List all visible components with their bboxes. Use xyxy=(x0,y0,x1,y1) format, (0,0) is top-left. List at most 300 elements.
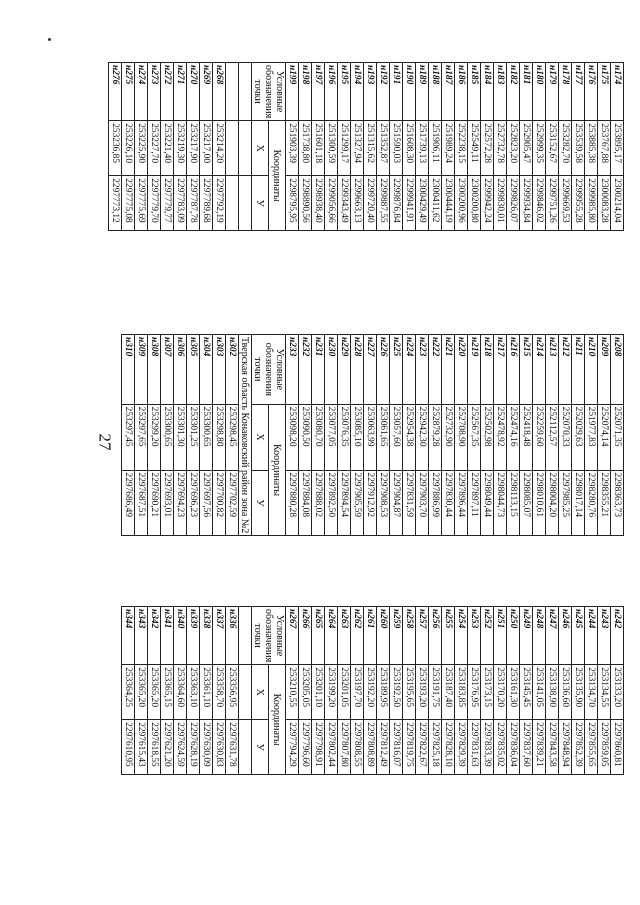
blank-cell xyxy=(226,63,239,121)
table-row xyxy=(559,607,572,775)
coord-y: 2297696,23 xyxy=(187,470,200,536)
coord-y: 2297894,54 xyxy=(338,470,351,536)
coord-x: 253173,15 xyxy=(481,665,494,720)
point-id: н269 xyxy=(200,63,213,121)
table-row xyxy=(135,63,148,231)
table-row xyxy=(546,63,559,231)
table-row xyxy=(598,335,611,536)
table-row xyxy=(390,63,403,231)
coord-x: 252954,38 xyxy=(403,404,416,470)
coord-x: 253365,20 xyxy=(148,665,161,720)
table-row xyxy=(325,607,338,775)
table-row xyxy=(161,63,174,231)
point-id: н219 xyxy=(468,335,481,405)
point-id: н272 xyxy=(161,63,174,121)
coord-y: 2297839,21 xyxy=(533,720,546,775)
coord-y: 2297808,55 xyxy=(351,720,364,775)
table-row xyxy=(286,335,299,536)
point-id: н304 xyxy=(200,335,213,405)
table-row xyxy=(520,63,533,231)
point-id: н175 xyxy=(598,63,611,121)
coord-x: 253187,40 xyxy=(442,665,455,720)
table-row xyxy=(468,63,481,231)
table-row xyxy=(286,607,299,775)
table-row xyxy=(520,335,533,536)
coord-x: 252549,11 xyxy=(468,121,481,176)
coord-y: 2297843,58 xyxy=(546,720,559,775)
table-row xyxy=(338,63,351,231)
coord-y: 2298017,14 xyxy=(572,470,585,536)
table-row xyxy=(598,607,611,775)
point-id: н213 xyxy=(546,335,559,405)
table-row xyxy=(416,607,429,775)
point-id: н308 xyxy=(148,335,161,405)
table-row xyxy=(312,63,325,231)
coord-x: 251739,13 xyxy=(416,121,429,176)
coord-x: 253227,70 xyxy=(148,121,161,176)
table-row xyxy=(546,335,559,536)
coord-y: 2297816,07 xyxy=(390,720,403,775)
coord-y: 2297807,80 xyxy=(338,720,351,775)
coord-x: 253077,05 xyxy=(325,404,338,470)
coord-y: 2300214,04 xyxy=(611,176,624,231)
coord-y: 2298938,40 xyxy=(312,176,325,231)
coord-y: 2298085,07 xyxy=(520,470,533,536)
table-row xyxy=(494,63,507,231)
table-row xyxy=(364,335,377,536)
coord-y: 2300444,19 xyxy=(442,176,455,231)
coord-y: 2297886,99 xyxy=(429,470,442,536)
coord-y: 2297773,12 xyxy=(109,176,122,231)
table-row xyxy=(299,63,312,231)
table-row xyxy=(507,335,520,536)
coord-x: 253767,88 xyxy=(598,121,611,176)
point-id: н310 xyxy=(122,335,135,405)
point-id: н215 xyxy=(520,335,533,405)
coord-y: 2297828,10 xyxy=(442,720,455,775)
point-id: н271 xyxy=(174,63,187,121)
coord-y: 2299955,28 xyxy=(572,176,585,231)
table-row xyxy=(200,607,213,775)
coord-x: 253061,65 xyxy=(377,404,390,470)
point-id: н254 xyxy=(455,607,468,665)
header-point-label: Условные обозначения точки xyxy=(252,63,286,121)
table-row xyxy=(390,335,403,536)
coord-x: 253219,30 xyxy=(174,121,187,176)
coord-x: 252942,30 xyxy=(416,404,429,470)
blank-cell xyxy=(239,176,252,231)
table-row xyxy=(611,63,624,231)
coord-y: 2299846,02 xyxy=(533,176,546,231)
table-row xyxy=(390,607,403,775)
point-id: н248 xyxy=(533,607,546,665)
coord-x: 253192,20 xyxy=(364,665,377,720)
coord-y: 2299985,80 xyxy=(585,176,598,231)
coord-y: 2297859,05 xyxy=(598,720,611,775)
coord-y: 2299751,26 xyxy=(546,176,559,231)
coord-x: 253135,90 xyxy=(572,665,585,720)
point-id: н212 xyxy=(559,335,572,405)
point-id: н227 xyxy=(364,335,377,405)
point-id: н211 xyxy=(572,335,585,405)
table-row xyxy=(455,607,468,775)
coord-x: 253098,20 xyxy=(286,404,299,470)
coord-y: 2298010,61 xyxy=(533,470,546,536)
coord-x: 252259,60 xyxy=(533,404,546,470)
coord-x: 253301,30 xyxy=(174,404,187,470)
table-row xyxy=(403,63,416,231)
table-row xyxy=(351,63,364,231)
point-id: н232 xyxy=(299,335,312,405)
point-id: н257 xyxy=(416,607,429,665)
table-row xyxy=(174,607,187,775)
point-id: н275 xyxy=(122,63,135,121)
coord-x: 253192,50 xyxy=(390,665,403,720)
point-id: н214 xyxy=(533,335,546,405)
coord-y: 2297615,43 xyxy=(135,720,148,775)
point-id: н306 xyxy=(174,335,187,405)
table-row xyxy=(546,607,559,775)
point-id: н197 xyxy=(312,63,325,121)
table-row xyxy=(135,335,148,536)
coord-x: 251601,18 xyxy=(312,121,325,176)
coord-y: 2297896,44 xyxy=(455,470,468,536)
coord-y: 2297835,02 xyxy=(494,720,507,775)
coord-x: 253214,20 xyxy=(213,121,226,176)
table-row xyxy=(148,63,161,231)
table-row xyxy=(187,63,200,231)
coord-x: 253145,45 xyxy=(520,665,533,720)
header-y-label: У xyxy=(252,176,269,231)
table-row xyxy=(429,63,442,231)
table-row xyxy=(122,335,135,536)
point-id: н302 xyxy=(226,335,239,405)
coord-x: 253300,65 xyxy=(200,404,213,470)
coord-x: 252708,90 xyxy=(455,404,468,470)
table-row xyxy=(377,607,390,775)
coord-y: 2298795,95 xyxy=(286,176,299,231)
point-id: н244 xyxy=(585,607,598,665)
coord-y: 2297694,23 xyxy=(174,470,187,536)
coord-y: 2297831,59 xyxy=(403,470,416,536)
point-id: н233 xyxy=(286,335,299,405)
coord-x: 252905,47 xyxy=(520,121,533,176)
coord-y: 2297779,77 xyxy=(161,176,174,231)
coord-x: 251738,80 xyxy=(299,121,312,176)
coord-x: 251327,94 xyxy=(351,121,364,176)
coord-x: 253152,67 xyxy=(546,121,559,176)
coord-x: 252732,78 xyxy=(494,121,507,176)
point-id: н343 xyxy=(135,607,148,665)
coord-y: 2297796,60 xyxy=(299,720,312,775)
coord-x: 253197,70 xyxy=(351,665,364,720)
header-x-label: X xyxy=(252,121,269,176)
table-row xyxy=(533,63,546,231)
table-row xyxy=(429,607,442,775)
table-row xyxy=(364,607,377,775)
table-row xyxy=(455,63,468,231)
coord-y: 2297792,19 xyxy=(213,176,226,231)
blank-cell xyxy=(239,720,252,775)
point-id: н188 xyxy=(429,63,442,121)
table-row xyxy=(122,607,135,775)
coord-x: 253363,10 xyxy=(187,665,200,720)
coord-y: 2297690,21 xyxy=(148,470,161,536)
table-row xyxy=(481,607,494,775)
region-row xyxy=(239,335,252,536)
coord-x: 251903,39 xyxy=(286,121,299,176)
point-id: н208 xyxy=(611,335,624,405)
point-id: н224 xyxy=(403,335,416,405)
coord-y: 2299056,66 xyxy=(325,176,338,231)
table-row xyxy=(351,335,364,536)
coord-x: 253195,65 xyxy=(403,665,416,720)
coord-y: 2297628,19 xyxy=(187,720,200,775)
coord-y: 2297697,56 xyxy=(200,470,213,536)
table-row xyxy=(148,607,161,775)
coord-y: 2297624,59 xyxy=(174,720,187,775)
point-id: н196 xyxy=(325,63,338,121)
table-row xyxy=(572,607,585,775)
blank-row xyxy=(239,63,252,231)
coord-y: 2299941,91 xyxy=(403,176,416,231)
coord-x: 253300,65 xyxy=(161,404,174,470)
point-id: н177 xyxy=(572,63,585,121)
coord-x: 253885,38 xyxy=(585,121,598,176)
table-row xyxy=(161,607,174,775)
point-id: н249 xyxy=(520,607,533,665)
coord-x: 252474,16 xyxy=(507,404,520,470)
coord-x: 253539,58 xyxy=(572,121,585,176)
point-id: н270 xyxy=(187,63,200,121)
coord-y: 2297775,69 xyxy=(135,176,148,231)
table-row xyxy=(109,63,122,231)
coord-y: 2297880,28 xyxy=(286,470,299,536)
table-row xyxy=(468,335,481,536)
coord-x: 253085,10 xyxy=(351,404,364,470)
point-id: н276 xyxy=(109,63,122,121)
point-id: н258 xyxy=(403,607,416,665)
blank-cell xyxy=(239,121,252,176)
blank-cell xyxy=(226,121,239,176)
point-id: н187 xyxy=(442,63,455,121)
point-id: н267 xyxy=(286,607,299,665)
point-id: н190 xyxy=(403,63,416,121)
coord-x: 253361,10 xyxy=(200,665,213,720)
point-id: н336 xyxy=(226,607,239,665)
coord-x: 252238,15 xyxy=(455,121,468,176)
coord-x: 252879,28 xyxy=(429,404,442,470)
point-id: н229 xyxy=(338,335,351,405)
page-number: 27 xyxy=(95,433,115,451)
coord-y: 2299830,01 xyxy=(494,176,507,231)
coord-x: 253365,15 xyxy=(161,665,174,720)
coord-x: 253133,20 xyxy=(611,665,624,720)
table-row xyxy=(442,607,455,775)
point-id: н259 xyxy=(390,607,403,665)
coord-x: 251590,03 xyxy=(390,121,403,176)
header-row xyxy=(269,63,286,231)
coord-y: 2297904,87 xyxy=(390,470,403,536)
point-id: н256 xyxy=(429,607,442,665)
coord-x: 253201,10 xyxy=(312,665,325,720)
coord-x: 253205,05 xyxy=(299,665,312,720)
header-coords-label: Координаты xyxy=(269,665,286,775)
coord-x: 253297,45 xyxy=(122,404,135,470)
table-row xyxy=(598,63,611,231)
coord-x: 253236,85 xyxy=(109,121,122,176)
coord-y: 2297808,89 xyxy=(364,720,377,775)
table-row xyxy=(226,335,239,536)
coord-x: 253136,60 xyxy=(559,665,572,720)
table-row xyxy=(286,63,299,231)
point-id: н218 xyxy=(481,335,494,405)
point-id: н183 xyxy=(494,63,507,121)
coord-x: 251977,83 xyxy=(585,404,598,470)
table-row xyxy=(507,607,520,775)
point-id: н340 xyxy=(174,607,187,665)
coord-y: 2300411,62 xyxy=(429,176,442,231)
coord-x: 252418,48 xyxy=(520,404,533,470)
table-row xyxy=(200,63,213,231)
coord-x: 253364,60 xyxy=(174,665,187,720)
coord-y: 2297812,49 xyxy=(377,720,390,775)
point-id: н246 xyxy=(559,607,572,665)
coord-y: 2297888,02 xyxy=(312,470,325,536)
table-row xyxy=(226,607,239,775)
point-id: н338 xyxy=(200,607,213,665)
coord-x: 252823,20 xyxy=(507,121,520,176)
point-id: н228 xyxy=(351,335,364,405)
coord-y: 2297687,51 xyxy=(135,470,148,536)
point-id: н225 xyxy=(390,335,403,405)
table-row xyxy=(213,607,226,775)
table-row xyxy=(213,335,226,536)
point-id: н274 xyxy=(135,63,148,121)
coord-y: 2297819,75 xyxy=(403,720,416,775)
coords-table-3 xyxy=(121,606,624,775)
coord-y: 2298113,15 xyxy=(507,470,520,536)
coord-y: 2299934,84 xyxy=(520,176,533,231)
table-row xyxy=(338,607,351,775)
coord-x: 253226,10 xyxy=(122,121,135,176)
point-id: н262 xyxy=(351,607,364,665)
point-id: н222 xyxy=(429,335,442,405)
point-id: н344 xyxy=(122,607,135,665)
coord-x: 253301,25 xyxy=(187,404,200,470)
coord-x: 253193,20 xyxy=(416,665,429,720)
point-id: н252 xyxy=(481,607,494,665)
point-id: н263 xyxy=(338,607,351,665)
point-id: н341 xyxy=(161,607,174,665)
coord-y: 2297789,68 xyxy=(200,176,213,231)
coord-x: 252029,63 xyxy=(572,404,585,470)
header-coords-label: Координаты xyxy=(269,121,286,231)
coords-table-1 xyxy=(108,62,624,231)
point-id: н266 xyxy=(299,607,312,665)
rotated-table-area xyxy=(62,62,624,877)
coord-y: 2300429,49 xyxy=(416,176,429,231)
coord-x: 251989,24 xyxy=(442,121,455,176)
coord-y: 2300200,96 xyxy=(455,176,468,231)
coord-y: 2297630,83 xyxy=(213,720,226,775)
header-x-label: X xyxy=(252,665,269,720)
table-row xyxy=(468,607,481,775)
table-row xyxy=(455,335,468,536)
point-id: н174 xyxy=(611,63,624,121)
coord-y: 2297860,81 xyxy=(611,720,624,775)
table-row xyxy=(442,335,455,536)
coord-x: 253076,35 xyxy=(338,404,351,470)
coord-x: 253134,70 xyxy=(585,665,598,720)
point-id: н192 xyxy=(377,63,390,121)
table-row xyxy=(494,607,507,775)
table-row xyxy=(364,63,377,231)
coord-y: 2298363,73 xyxy=(611,470,624,536)
header-y-label: У xyxy=(252,470,269,536)
point-id: н181 xyxy=(520,63,533,121)
point-id: н268 xyxy=(213,63,226,121)
coord-y: 2297892,50 xyxy=(325,470,338,536)
coord-x: 253080,70 xyxy=(312,404,325,470)
coord-y: 2297822,67 xyxy=(416,720,429,775)
point-id: н178 xyxy=(559,63,572,121)
table-row xyxy=(416,63,429,231)
coord-x: 252112,57 xyxy=(546,404,559,470)
coord-y: 2297686,49 xyxy=(122,470,135,536)
point-id: н255 xyxy=(442,607,455,665)
coord-x: 253199,20 xyxy=(325,665,338,720)
coord-y: 2297787,78 xyxy=(187,176,200,231)
coord-y: 2297610,95 xyxy=(122,720,135,775)
point-id: н189 xyxy=(416,63,429,121)
coord-y: 2297912,92 xyxy=(364,470,377,536)
coord-y: 2298004,20 xyxy=(546,470,559,536)
coord-y: 2297700,82 xyxy=(213,470,226,536)
coord-x: 253170,20 xyxy=(494,665,507,720)
coord-y: 2297831,63 xyxy=(468,720,481,775)
point-id: н247 xyxy=(546,607,559,665)
coord-y: 2297848,94 xyxy=(559,720,572,775)
point-id: н245 xyxy=(572,607,585,665)
coord-y: 2297702,59 xyxy=(226,470,239,536)
point-id: н179 xyxy=(546,63,559,121)
point-id: н180 xyxy=(533,63,546,121)
coord-x: 253134,55 xyxy=(598,665,611,720)
point-id: н303 xyxy=(213,335,226,405)
table-row xyxy=(312,335,325,536)
coord-y: 2298049,44 xyxy=(481,470,494,536)
header-coords-label: Координаты xyxy=(269,404,286,536)
coord-y: 2297884,08 xyxy=(299,470,312,536)
coord-x: 253210,55 xyxy=(286,665,299,720)
table-row xyxy=(122,63,135,231)
coord-x: 253895,17 xyxy=(611,121,624,176)
table-row xyxy=(174,335,187,536)
point-id: н221 xyxy=(442,335,455,405)
table-row xyxy=(507,63,520,231)
point-id: н307 xyxy=(161,335,174,405)
table-row xyxy=(494,335,507,536)
point-id: н253 xyxy=(468,607,481,665)
table-row xyxy=(572,63,585,231)
table-row xyxy=(403,335,416,536)
table-row xyxy=(611,607,624,775)
coord-x: 251300,59 xyxy=(325,121,338,176)
coord-x: 253063,99 xyxy=(364,404,377,470)
coord-y: 2298044,73 xyxy=(494,470,507,536)
table-row xyxy=(429,335,442,536)
